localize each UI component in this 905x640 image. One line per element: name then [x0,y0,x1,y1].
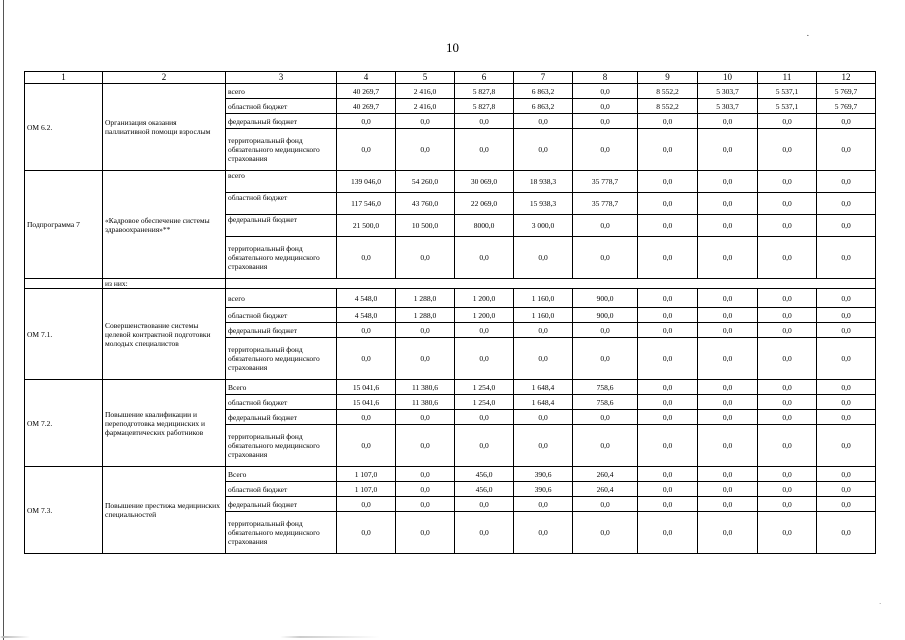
amount-cell: 0,0 [337,338,396,380]
program-name: Совершенствование системы целевой контрактной подготовки молодых специалистов [103,289,226,380]
amount-cell: 0,0 [758,512,817,554]
funding-source: всего [226,171,337,193]
amount-cell: 0,0 [817,237,876,279]
amount-cell: 0,0 [573,114,638,129]
funding-source: территориальный фонд обязательного медицинского страхования [226,237,337,279]
scan-mark: . [806,28,809,38]
amount-cell: 0,0 [337,512,396,554]
amount-cell: 0,0 [817,425,876,467]
funding-source: федеральный бюджет [226,215,337,237]
amount-cell: 0,0 [337,237,396,279]
amount-cell: 0,0 [698,497,758,512]
amount-cell: 900,0 [573,308,638,323]
amount-cell: 1 288,0 [396,308,455,323]
amount-cell: 0,0 [638,380,698,395]
amount-cell: 0,0 [638,237,698,279]
amount-cell: 0,0 [337,129,396,171]
funding-source: областной бюджет [226,395,337,410]
column-number-header: 5 [396,72,455,84]
column-number-header: 12 [817,72,876,84]
amount-cell: 1 648,4 [514,380,573,395]
amount-cell: 0,0 [817,289,876,308]
amount-cell: 0,0 [817,395,876,410]
table-row [25,171,876,193]
amount-cell: 0,0 [698,289,758,308]
amount-cell: 5 769,7 [817,99,876,114]
amount-cell: 0,0 [698,395,758,410]
amount-cell: 0,0 [638,215,698,237]
amount-cell: 0,0 [817,338,876,380]
amount-cell: 2 416,0 [396,84,455,99]
amount-cell: 0,0 [396,323,455,338]
amount-cell: 0,0 [817,308,876,323]
column-number-header: 6 [455,72,514,84]
amount-cell: 0,0 [758,395,817,410]
amount-cell: 0,0 [337,323,396,338]
amount-cell: 0,0 [573,215,638,237]
amount-cell: 1 200,0 [455,308,514,323]
amount-cell: 43 760,0 [396,193,455,215]
program-code: ОМ 7.1. [25,289,103,380]
amount-cell: 0,0 [573,323,638,338]
amount-cell: 1 107,0 [337,467,396,482]
funding-source: федеральный бюджет [226,497,337,512]
amount-cell: 0,0 [638,497,698,512]
amount-cell: 0,0 [817,171,876,193]
amount-cell: 0,0 [698,193,758,215]
amount-cell: 1 160,0 [514,289,573,308]
program-name: Повышение квалификации и переподготовка медицинских и фармацевтических работников [103,380,226,467]
amount-cell: 6 863,2 [514,99,573,114]
amount-cell: 0,0 [758,467,817,482]
amount-cell: 5 537,1 [758,84,817,99]
amount-cell: 0,0 [698,215,758,237]
amount-cell: 0,0 [698,425,758,467]
amount-cell: 0,0 [396,237,455,279]
subheading-label: из них: [103,279,226,289]
column-number-header: 10 [698,72,758,84]
funding-source: федеральный бюджет [226,323,337,338]
amount-cell: 1 254,0 [455,380,514,395]
funding-source: территориальный фонд обязательного медицинского страхования [226,512,337,554]
amount-cell: 758,6 [573,395,638,410]
amount-cell: 0,0 [638,482,698,497]
amount-cell: 0,0 [396,410,455,425]
amount-cell: 15 938,3 [514,193,573,215]
amount-cell: 0,0 [638,467,698,482]
funding-source: областной бюджет [226,193,337,215]
amount-cell: 0,0 [396,129,455,171]
amount-cell: 0,0 [573,84,638,99]
amount-cell: 0,0 [638,289,698,308]
amount-cell: 1 160,0 [514,308,573,323]
amount-cell: 0,0 [698,410,758,425]
scan-mark: . [879,598,881,606]
amount-cell: 0,0 [455,237,514,279]
amount-cell: 40 269,7 [337,99,396,114]
amount-cell: 0,0 [758,129,817,171]
funding-source: Всего [226,380,337,395]
amount-cell: 0,0 [396,482,455,497]
page-left-edge [3,0,4,640]
amount-cell: 0,0 [396,338,455,380]
amount-cell: 0,0 [514,114,573,129]
amount-cell: 30 069,0 [455,171,514,193]
program-code: ОМ 7.2. [25,380,103,467]
amount-cell: 0,0 [817,193,876,215]
amount-cell: 0,0 [638,410,698,425]
amount-cell: 0,0 [455,512,514,554]
amount-cell: 390,6 [514,482,573,497]
amount-cell: 0,0 [638,308,698,323]
amount-cell: 0,0 [396,512,455,554]
amount-cell: 456,0 [455,467,514,482]
amount-cell: 0,0 [698,323,758,338]
program-code: ОМ 6.2. [25,84,103,171]
column-number-header: 4 [337,72,396,84]
amount-cell: 0,0 [758,171,817,193]
amount-cell: 1 288,0 [396,289,455,308]
amount-cell: 0,0 [758,380,817,395]
amount-cell: 0,0 [758,425,817,467]
amount-cell: 0,0 [573,425,638,467]
amount-cell: 8 552,2 [638,84,698,99]
amount-cell: 0,0 [455,114,514,129]
funding-source: Всего [226,467,337,482]
amount-cell: 0,0 [758,482,817,497]
amount-cell: 0,0 [396,497,455,512]
amount-cell: 54 260,0 [396,171,455,193]
amount-cell: 2 416,0 [396,99,455,114]
amount-cell: 35 778,7 [573,193,638,215]
amount-cell: 0,0 [817,380,876,395]
column-number-header: 2 [103,72,226,84]
amount-cell: 0,0 [514,323,573,338]
amount-cell: 4 548,0 [337,289,396,308]
amount-cell: 0,0 [638,425,698,467]
amount-cell: 0,0 [638,193,698,215]
amount-cell: 0,0 [514,512,573,554]
amount-cell: 0,0 [698,482,758,497]
amount-cell: 0,0 [396,114,455,129]
amount-cell: 0,0 [817,482,876,497]
amount-cell: 0,0 [817,467,876,482]
amount-cell: 0,0 [455,323,514,338]
amount-cell: 0,0 [758,308,817,323]
amount-cell: 0,0 [758,497,817,512]
amount-cell: 0,0 [514,425,573,467]
amount-cell: 0,0 [817,114,876,129]
amount-cell: 0,0 [638,395,698,410]
amount-cell: 900,0 [573,289,638,308]
table-row [25,84,876,99]
amount-cell: 0,0 [698,171,758,193]
amount-cell: 15 041,6 [337,380,396,395]
amount-cell: 260,4 [573,467,638,482]
amount-cell: 3 000,0 [514,215,573,237]
amount-cell: 10 500,0 [396,215,455,237]
amount-cell: 0,0 [758,193,817,215]
amount-cell: 0,0 [698,338,758,380]
amount-cell: 0,0 [455,338,514,380]
amount-cell: 0,0 [573,512,638,554]
amount-cell: 139 046,0 [337,171,396,193]
budget-table [24,71,876,554]
amount-cell: 5 537,1 [758,99,817,114]
amount-cell: 5 303,7 [698,99,758,114]
amount-cell: 0,0 [638,129,698,171]
amount-cell: 758,6 [573,380,638,395]
amount-cell: 0,0 [698,114,758,129]
amount-cell: 0,0 [638,114,698,129]
amount-cell: 8000,0 [455,215,514,237]
amount-cell: 4 548,0 [337,308,396,323]
amount-cell: 5 827,8 [455,84,514,99]
empty-cell [226,279,876,289]
column-number-header: 7 [514,72,573,84]
amount-cell: 0,0 [337,410,396,425]
amount-cell: 0,0 [337,114,396,129]
amount-cell: 5 769,7 [817,84,876,99]
amount-cell: 1 648,4 [514,395,573,410]
amount-cell: 0,0 [514,497,573,512]
amount-cell: 0,0 [514,237,573,279]
program-name: «Кадровое обеспечение системы здравоохранения»** [103,171,226,279]
amount-cell: 0,0 [817,497,876,512]
amount-cell: 0,0 [817,215,876,237]
amount-cell: 390,6 [514,467,573,482]
column-number-header: 9 [638,72,698,84]
funding-source: областной бюджет [226,482,337,497]
amount-cell: 0,0 [573,237,638,279]
amount-cell: 0,0 [396,425,455,467]
funding-source: федеральный бюджет [226,114,337,129]
funding-source: областной бюджет [226,99,337,114]
amount-cell: 117 546,0 [337,193,396,215]
amount-cell: 0,0 [698,129,758,171]
column-number-header: 8 [573,72,638,84]
amount-cell: 0,0 [698,380,758,395]
amount-cell: 0,0 [455,410,514,425]
amount-cell: 0,0 [698,308,758,323]
empty-cell [25,279,103,289]
amount-cell: 22 069,0 [455,193,514,215]
funding-source: территориальный фонд обязательного медицинского страхования [226,425,337,467]
amount-cell: 0,0 [817,129,876,171]
amount-cell: 0,0 [758,323,817,338]
scan-artifact [0,636,905,638]
amount-cell: 0,0 [817,512,876,554]
amount-cell: 0,0 [638,323,698,338]
amount-cell: 0,0 [698,237,758,279]
amount-cell: 0,0 [455,425,514,467]
program-name: Повышение престижа медицинских специальностей [103,467,226,554]
amount-cell: 0,0 [638,512,698,554]
amount-cell: 0,0 [758,410,817,425]
table-body [25,84,876,554]
amount-cell: 1 200,0 [455,289,514,308]
amount-cell: 0,0 [758,289,817,308]
table-row [25,467,876,482]
column-number-header: 3 [226,72,337,84]
funding-source: областной бюджет [226,308,337,323]
amount-cell: 8 552,2 [638,99,698,114]
subheading-row [25,279,876,289]
amount-cell: 0,0 [573,497,638,512]
amount-cell: 0,0 [455,129,514,171]
amount-cell: 0,0 [638,338,698,380]
table-row [25,380,876,395]
amount-cell: 260,4 [573,482,638,497]
column-number-header: 11 [758,72,817,84]
program-code: ОМ 7.3. [25,467,103,554]
amount-cell: 1 254,0 [455,395,514,410]
amount-cell: 456,0 [455,482,514,497]
amount-cell: 0,0 [698,512,758,554]
amount-cell: 0,0 [638,171,698,193]
funding-source: территориальный фонд обязательного медицинского страхования [226,338,337,380]
program-code: Подпрограмма 7 [25,171,103,279]
amount-cell: 0,0 [455,497,514,512]
funding-source: федеральный бюджет [226,410,337,425]
amount-cell: 5 827,8 [455,99,514,114]
amount-cell: 1 107,0 [337,482,396,497]
amount-cell: 0,0 [337,425,396,467]
amount-cell: 0,0 [573,410,638,425]
amount-cell: 0,0 [514,129,573,171]
amount-cell: 0,0 [758,215,817,237]
amount-cell: 18 938,3 [514,171,573,193]
funding-source: всего [226,84,337,99]
amount-cell: 0,0 [514,410,573,425]
program-name: Организация оказания паллиативной помощи взрослым [103,84,226,171]
amount-cell: 0,0 [758,338,817,380]
amount-cell: 6 863,2 [514,84,573,99]
funding-source: всего [226,289,337,308]
amount-cell: 0,0 [817,410,876,425]
amount-cell: 0,0 [758,237,817,279]
column-number-header: 1 [25,72,103,84]
amount-cell: 35 778,7 [573,171,638,193]
table-row [25,289,876,308]
page-number: 10 [446,40,459,55]
amount-cell: 0,0 [396,467,455,482]
amount-cell: 11 380,6 [396,380,455,395]
amount-cell: 5 303,7 [698,84,758,99]
amount-cell: 0,0 [337,497,396,512]
amount-cell: 0,0 [573,338,638,380]
amount-cell: 0,0 [573,99,638,114]
funding-source: территориальный фонд обязательного медицинского страхования [226,129,337,171]
amount-cell: 0,0 [758,114,817,129]
amount-cell: 21 500,0 [337,215,396,237]
amount-cell: 0,0 [573,129,638,171]
amount-cell: 15 041,6 [337,395,396,410]
amount-cell: 0,0 [817,323,876,338]
column-number-row [25,72,876,84]
amount-cell: 40 269,7 [337,84,396,99]
amount-cell: 0,0 [698,467,758,482]
amount-cell: 0,0 [514,338,573,380]
amount-cell: 11 380,6 [396,395,455,410]
